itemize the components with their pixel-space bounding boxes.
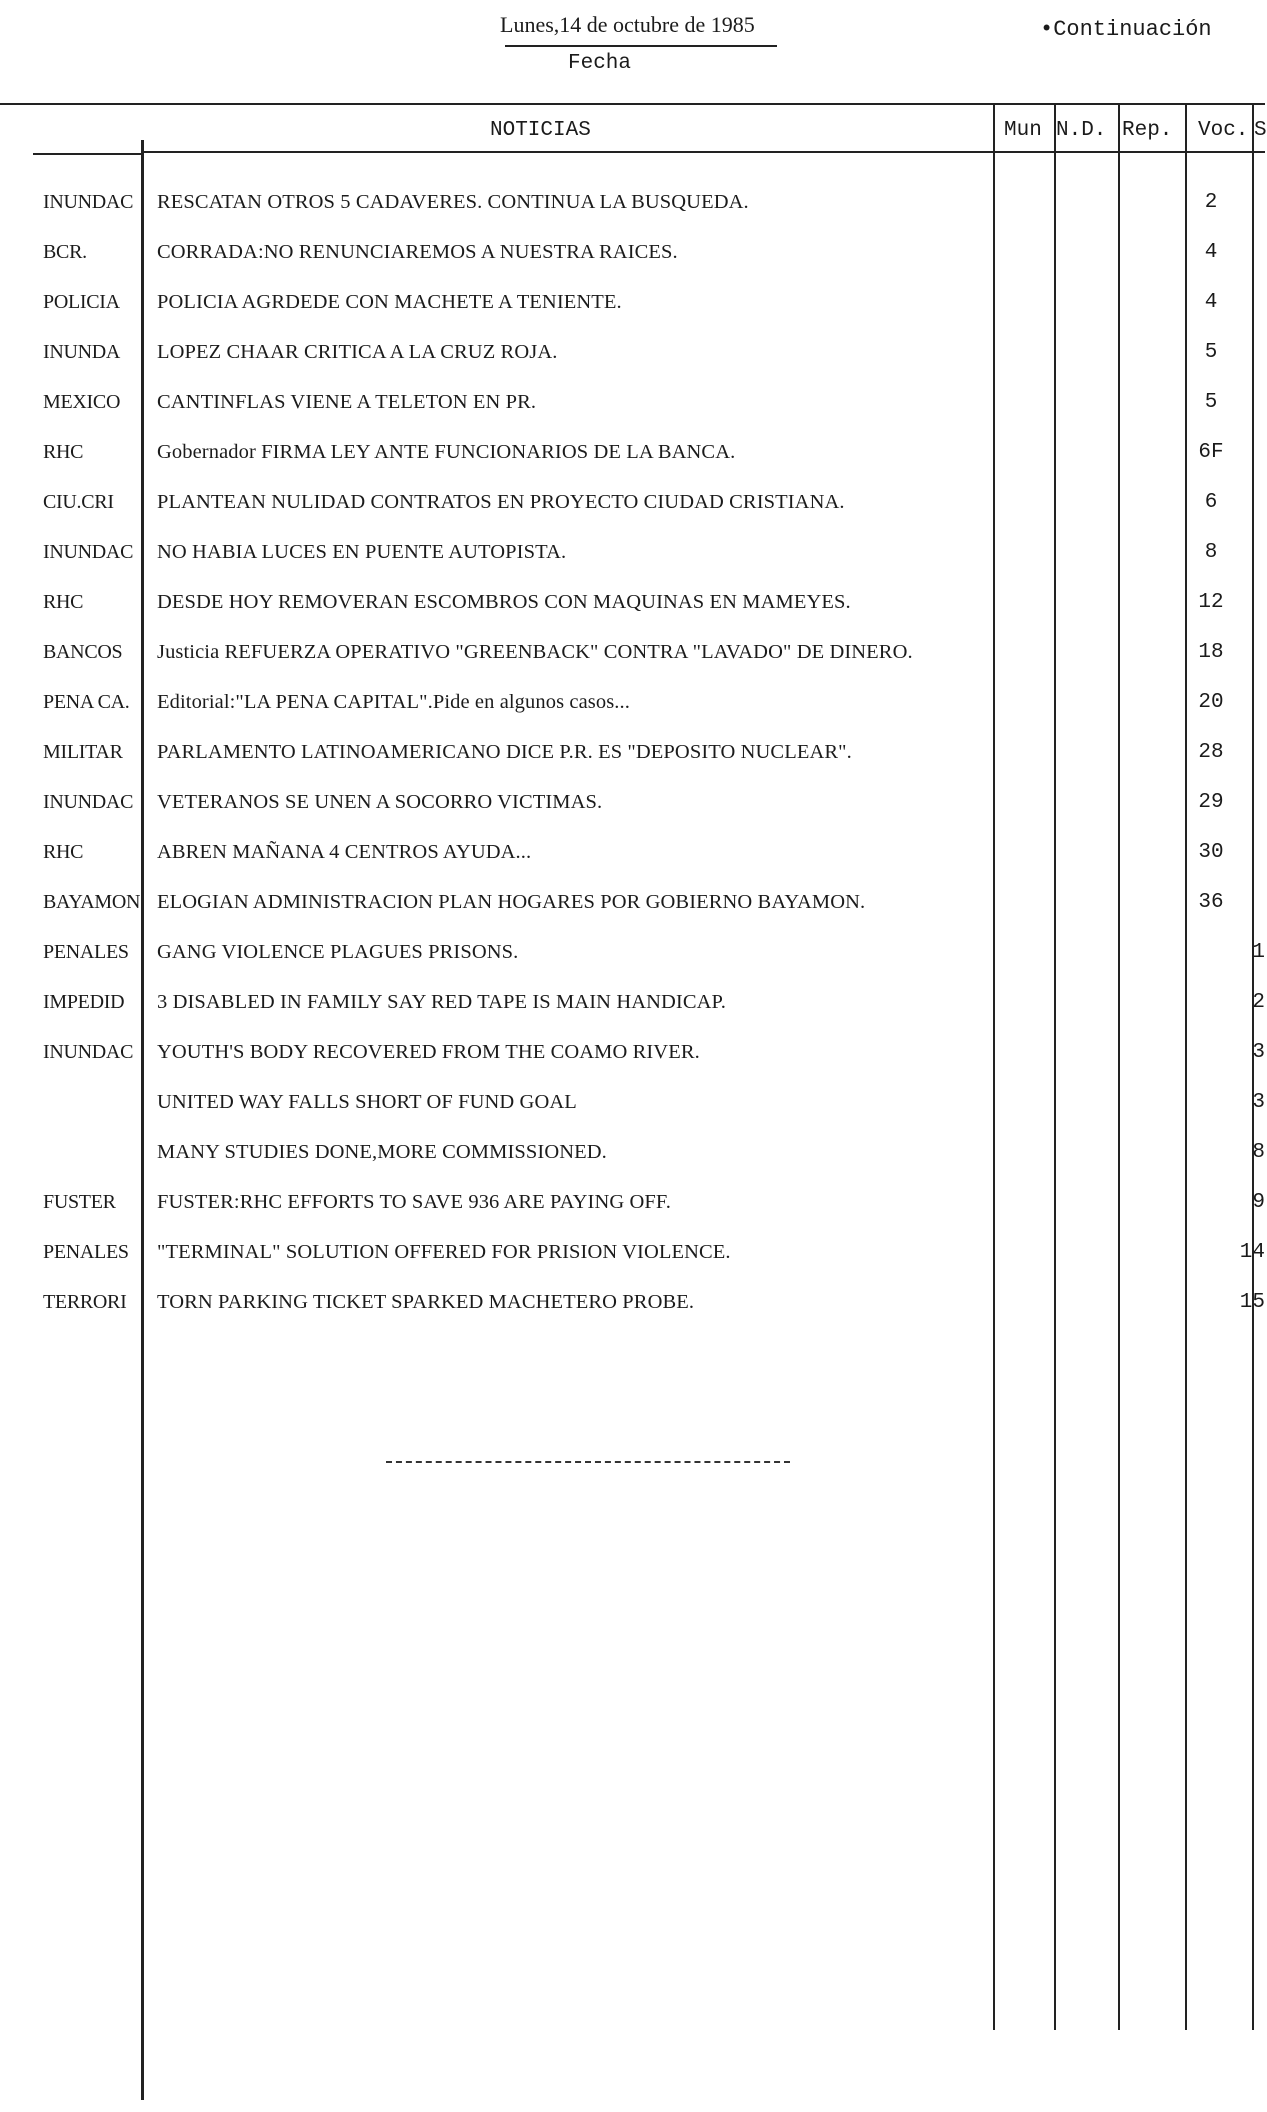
voc-page: 5 bbox=[1204, 391, 1218, 414]
headline: LOPEZ CHAAR CRITICA A LA CRUZ ROJA. bbox=[157, 341, 558, 363]
voc-page: 18 bbox=[1198, 641, 1224, 664]
topic-code: MEXICO bbox=[43, 391, 121, 413]
s-page: 8 bbox=[1252, 1141, 1265, 1164]
headline: TORN PARKING TICKET SPARKED MACHETERO PROBE. bbox=[157, 1291, 695, 1313]
topic-code: INUNDAC bbox=[43, 191, 134, 213]
topic-code: IMPEDID bbox=[43, 991, 125, 1013]
table-row bbox=[0, 641, 1265, 691]
topic-code: POLICIA bbox=[43, 291, 120, 313]
header-date: Lunes,14 de octubre de 1985 bbox=[500, 12, 755, 37]
topic-code: INUNDA bbox=[43, 341, 121, 363]
topic-code: INUNDAC bbox=[43, 1041, 134, 1063]
header-bottom-rule bbox=[144, 151, 1265, 153]
headline: UNITED WAY FALLS SHORT OF FUND GOAL bbox=[157, 1091, 577, 1113]
voc-page: 4 bbox=[1204, 241, 1218, 264]
headline: CANTINFLAS VIENE A TELETON EN PR. bbox=[157, 391, 537, 413]
table-row bbox=[0, 291, 1265, 341]
voc-page: 4 bbox=[1204, 291, 1218, 314]
voc-page: 29 bbox=[1198, 791, 1224, 814]
headline: PLANTEAN NULIDAD CONTRATOS EN PROYECTO CIUDAD CRISTIANA. bbox=[157, 491, 845, 513]
table-row bbox=[0, 1041, 1265, 1091]
topic-code: FUSTER bbox=[43, 1191, 116, 1213]
mun-column-header: Mun bbox=[1004, 119, 1042, 142]
table-row bbox=[0, 1141, 1265, 1191]
s-page: 3 bbox=[1252, 1091, 1265, 1114]
table-row bbox=[0, 191, 1265, 241]
voc-page: 36 bbox=[1198, 891, 1224, 914]
headline: Gobernador FIRMA LEY ANTE FUNCIONARIOS DE LA BANCA. bbox=[157, 441, 736, 463]
topic-code: BCR. bbox=[43, 241, 87, 263]
headline: ELOGIAN ADMINISTRACION PLAN HOGARES POR GOBIERNO BAYAMON. bbox=[157, 891, 866, 913]
s-page: 2 bbox=[1252, 991, 1265, 1014]
headline: GANG VIOLENCE PLAGUES PRISONS. bbox=[157, 941, 519, 963]
table-row bbox=[0, 991, 1265, 1041]
headline: "TERMINAL" SOLUTION OFFERED FOR PRISION VIOLENCE. bbox=[157, 1241, 731, 1263]
end-of-list-rule bbox=[386, 1461, 790, 1463]
table-row bbox=[0, 241, 1265, 291]
s-page: 1 bbox=[1252, 941, 1265, 964]
table-row bbox=[0, 1241, 1265, 1291]
headline: Editorial:"LA PENA CAPITAL".Pide en algunos casos... bbox=[157, 691, 630, 713]
table-row bbox=[0, 491, 1265, 541]
headline: Justicia REFUERZA OPERATIVO "GREENBACK" CONTRA "LAVADO" DE DINERO. bbox=[157, 641, 913, 663]
topic-code: BANCOS bbox=[43, 641, 123, 663]
topic-code: MILITAR bbox=[43, 741, 123, 763]
voc-page: 2 bbox=[1204, 191, 1218, 214]
date-underline bbox=[505, 45, 777, 47]
table-row bbox=[0, 1291, 1265, 1341]
topic-code: INUNDAC bbox=[43, 791, 134, 813]
table-row bbox=[0, 941, 1265, 991]
table-row bbox=[0, 1091, 1265, 1141]
s-page: 14 bbox=[1239, 1241, 1265, 1264]
headline: NO HABIA LUCES EN PUENTE AUTOPISTA. bbox=[157, 541, 567, 563]
headline: PARLAMENTO LATINOAMERICANO DICE P.R. ES "DEPOSITO NUCLEAR". bbox=[157, 741, 852, 763]
table-row bbox=[0, 441, 1265, 491]
topic-code: PENALES bbox=[43, 941, 129, 963]
topic-code: BAYAMON bbox=[43, 891, 141, 913]
table-row bbox=[0, 341, 1265, 391]
voc-page: 8 bbox=[1204, 541, 1218, 564]
headline: DESDE HOY REMOVERAN ESCOMBROS CON MAQUINAS EN MAMEYES. bbox=[157, 591, 851, 613]
continuation-label: •Continuación bbox=[1040, 17, 1212, 42]
topic-code: RHC bbox=[43, 441, 84, 463]
voc-page: 6F bbox=[1198, 441, 1224, 464]
headline: FUSTER:RHC EFFORTS TO SAVE 936 ARE PAYING OFF. bbox=[157, 1191, 672, 1213]
s-column-header: S bbox=[1254, 119, 1267, 142]
voc-page: 5 bbox=[1204, 341, 1218, 364]
s-page: 3 bbox=[1252, 1041, 1265, 1064]
table-row bbox=[0, 841, 1265, 891]
voc-page: 20 bbox=[1198, 691, 1224, 714]
table-top-rule bbox=[0, 103, 1265, 105]
table-row bbox=[0, 691, 1265, 741]
table-row bbox=[0, 741, 1265, 791]
table-row bbox=[0, 541, 1265, 591]
headline: CORRADA:NO RENUNCIAREMOS A NUESTRA RAICES. bbox=[157, 241, 678, 263]
voc-column-header: Voc. bbox=[1198, 119, 1249, 142]
voc-page: 30 bbox=[1198, 841, 1224, 864]
table-row bbox=[0, 891, 1265, 941]
voc-page: 6 bbox=[1204, 491, 1218, 514]
topic-code: RHC bbox=[43, 841, 84, 863]
headline: ABREN MAÑANA 4 CENTROS AYUDA... bbox=[157, 841, 532, 863]
headline: POLICIA AGRDEDE CON MACHETE A TENIENTE. bbox=[157, 291, 622, 313]
topic-code: TERRORI bbox=[43, 1291, 127, 1313]
s-page: 9 bbox=[1252, 1191, 1265, 1214]
headline: RESCATAN OTROS 5 CADAVERES. CONTINUA LA BUSQUEDA. bbox=[157, 191, 749, 213]
topic-code: INUNDAC bbox=[43, 541, 134, 563]
table-row bbox=[0, 591, 1265, 641]
date-caption: Fecha bbox=[568, 52, 632, 75]
topic-code: CIU.CRI bbox=[43, 491, 114, 513]
topic-code: PENA CA. bbox=[43, 691, 130, 713]
nd-column-header: N.D. bbox=[1056, 119, 1107, 142]
voc-page: 28 bbox=[1198, 741, 1224, 764]
table-row bbox=[0, 791, 1265, 841]
noticias-column-header: NOTICIAS bbox=[490, 119, 591, 142]
headline: YOUTH'S BODY RECOVERED FROM THE COAMO RIVER. bbox=[157, 1041, 700, 1063]
code-column-stub-rule bbox=[33, 153, 144, 155]
headline: 3 DISABLED IN FAMILY SAY RED TAPE IS MAIN HANDICAP. bbox=[157, 991, 726, 1013]
headline: MANY STUDIES DONE,MORE COMMISSIONED. bbox=[157, 1141, 607, 1163]
voc-page: 12 bbox=[1198, 591, 1224, 614]
rep-column-header: Rep. bbox=[1122, 119, 1173, 142]
s-page: 15 bbox=[1239, 1291, 1265, 1314]
table-row bbox=[0, 391, 1265, 441]
headline: VETERANOS SE UNEN A SOCORRO VICTIMAS. bbox=[157, 791, 603, 813]
table-row bbox=[0, 1191, 1265, 1241]
topic-code: PENALES bbox=[43, 1241, 129, 1263]
topic-code: RHC bbox=[43, 591, 84, 613]
